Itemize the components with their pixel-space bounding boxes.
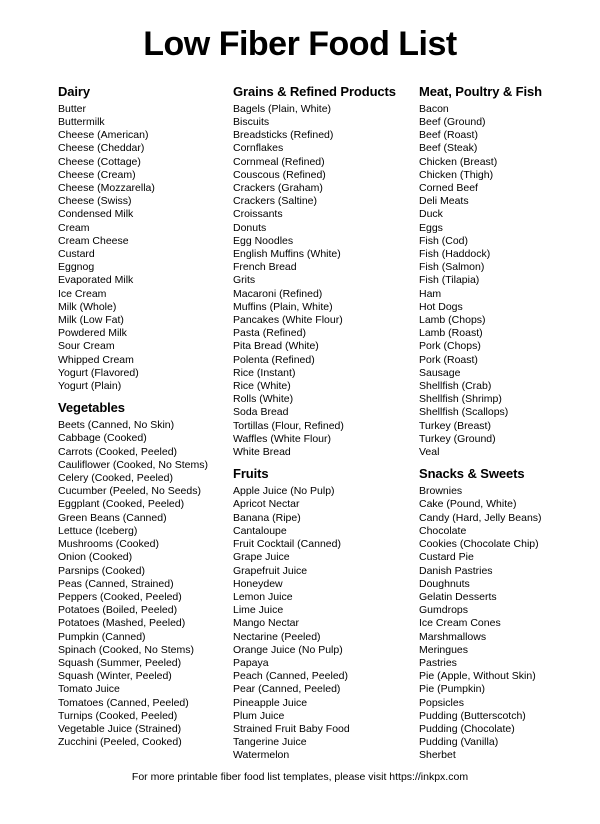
food-item: Crackers (Graham) xyxy=(233,182,323,195)
food-item: Veal xyxy=(419,446,440,459)
page-title: Low Fiber Food List xyxy=(143,25,457,63)
food-item: Croissants xyxy=(233,208,283,221)
food-item: Pudding (Vanilla) xyxy=(419,736,499,749)
food-item: Powdered Milk xyxy=(58,327,127,340)
food-item: Shellfish (Crab) xyxy=(419,380,492,393)
food-item: Eggs xyxy=(419,221,443,234)
food-item: Squash (Winter, Peeled) xyxy=(58,670,172,683)
food-item: Cabbage (Cooked) xyxy=(58,432,147,445)
food-item: Ice Cream xyxy=(58,287,107,300)
food-item: Pineapple Juice xyxy=(233,696,308,709)
food-item: Cheese (Cottage) xyxy=(58,155,141,168)
food-item: Pork (Roast) xyxy=(419,353,478,366)
food-item: Chicken (Thigh) xyxy=(419,168,494,181)
food-item: Apple Juice (No Pulp) xyxy=(233,485,335,498)
food-item: Fruit Cocktail (Canned) xyxy=(233,538,341,551)
food-item: Pita Bread (White) xyxy=(233,340,319,353)
food-list xyxy=(233,103,419,459)
food-item: Strained Fruit Baby Food xyxy=(233,722,350,735)
food-item: White Bread xyxy=(233,446,291,459)
column-2 xyxy=(233,83,419,763)
food-item: Hot Dogs xyxy=(419,300,463,313)
food-item: Honeydew xyxy=(233,577,283,590)
food-item: Peach (Canned, Peeled) xyxy=(233,670,348,683)
food-list xyxy=(233,485,419,762)
food-item: Marshmallows xyxy=(419,630,487,643)
food-item: Waffles (White Flour) xyxy=(233,432,332,445)
food-item: Parsnips (Cooked) xyxy=(58,564,145,577)
food-item: Candy (Hard, Jelly Beans) xyxy=(419,511,542,524)
food-item: Lamb (Roast) xyxy=(419,327,483,340)
section-grains-refined-products xyxy=(233,83,419,459)
food-item: Evaporated Milk xyxy=(58,274,134,287)
food-item: Shellfish (Scallops) xyxy=(419,406,509,419)
food-item: Bacon xyxy=(419,102,449,115)
food-item: Beets (Canned, No Skin) xyxy=(58,419,175,432)
food-item: Chocolate xyxy=(419,524,467,537)
food-item: Pudding (Butterscotch) xyxy=(419,709,526,722)
food-list xyxy=(58,419,233,749)
food-item: Sour Cream xyxy=(58,340,115,353)
food-item: Pork (Chops) xyxy=(419,340,481,353)
food-item: Fish (Cod) xyxy=(419,234,469,247)
food-item: Cucumber (Peeled, No Seeds) xyxy=(58,485,201,498)
food-item: Potatoes (Mashed, Peeled) xyxy=(58,617,186,630)
food-item: Chicken (Breast) xyxy=(419,155,498,168)
food-item: Milk (Low Fat) xyxy=(58,314,124,327)
section-heading: Dairy xyxy=(58,83,91,99)
section-vegetables xyxy=(58,399,233,749)
food-item: Cheese (Cheddar) xyxy=(58,142,145,155)
food-item: Fish (Salmon) xyxy=(419,261,485,274)
food-item: Lemon Juice xyxy=(233,590,293,603)
food-item: Carrots (Cooked, Peeled) xyxy=(58,445,178,458)
food-item: Watermelon xyxy=(233,749,290,762)
food-item: Cookies (Chocolate Chip) xyxy=(419,538,539,551)
food-item: Pumpkin (Canned) xyxy=(58,630,146,643)
food-item: Mango Nectar xyxy=(233,617,299,630)
food-item: Lamb (Chops) xyxy=(419,314,486,327)
food-item: Muffins (Plain, White) xyxy=(233,300,333,313)
food-item: Beef (Ground) xyxy=(419,116,486,128)
food-item: Doughnuts xyxy=(419,577,470,590)
food-item: Biscuits xyxy=(233,116,270,128)
food-item: Grapefruit Juice xyxy=(233,564,308,577)
food-item: Popsicles xyxy=(419,696,464,709)
food-item: Sausage xyxy=(419,366,461,379)
food-item: Cornmeal (Refined) xyxy=(233,155,325,168)
food-item: Pie (Pumpkin) xyxy=(419,683,485,696)
food-item: Yogurt (Flavored) xyxy=(58,366,139,379)
food-item: Breadsticks (Refined) xyxy=(233,129,334,142)
food-item: Celery (Cooked, Peeled) xyxy=(58,472,173,485)
food-list xyxy=(58,103,233,393)
food-item: Gumdrops xyxy=(419,604,469,617)
food-item: Rice (Instant) xyxy=(233,366,296,379)
food-item: Tomato Juice xyxy=(58,683,120,696)
food-item: Pie (Apple, Without Skin) xyxy=(419,670,536,683)
food-item: Couscous (Refined) xyxy=(233,168,326,181)
food-item: Tortillas (Flour, Refined) xyxy=(233,419,344,432)
food-item: Pancakes (White Flour) xyxy=(233,314,343,327)
food-item: Cheese (Swiss) xyxy=(58,195,132,208)
food-item: Sherbet xyxy=(419,749,456,762)
section-heading: Fruits xyxy=(233,466,269,482)
food-item: Deli Meats xyxy=(419,195,469,208)
food-item: Beef (Steak) xyxy=(419,142,478,155)
food-item: English Muffins (White) xyxy=(233,248,341,261)
food-item: Turkey (Breast) xyxy=(419,419,491,432)
food-item: Onion (Cooked) xyxy=(58,551,133,564)
food-item: Cheese (Mozzarella) xyxy=(58,182,155,195)
food-item: Meringues xyxy=(419,643,469,656)
food-item: Peas (Canned, Strained) xyxy=(58,577,174,590)
food-item: Pudding (Chocolate) xyxy=(419,722,515,735)
food-item: Shellfish (Shrimp) xyxy=(419,393,502,406)
food-item: Egg Noodles xyxy=(233,234,294,247)
document-page xyxy=(0,24,600,824)
food-item: Danish Pastries xyxy=(419,564,493,577)
food-item: Buttermilk xyxy=(58,116,105,128)
food-item: Green Beans (Canned) xyxy=(58,511,167,524)
section-heading: Vegetables xyxy=(58,400,125,416)
food-item: Plum Juice xyxy=(233,709,285,722)
food-item: Gelatin Desserts xyxy=(419,590,497,603)
food-item: Cream Cheese xyxy=(58,234,129,247)
food-item: Apricot Nectar xyxy=(233,498,300,511)
footer-note: For more printable fiber food list templates, please visit https://inkpx.com xyxy=(131,770,469,783)
food-item: Eggnog xyxy=(58,261,95,274)
food-item: Custard Pie xyxy=(419,551,474,564)
food-list xyxy=(419,103,600,459)
food-item: Cauliflower (Cooked, No Stems) xyxy=(58,458,208,471)
food-item: Yogurt (Plain) xyxy=(58,380,122,393)
food-item: Crackers (Saltine) xyxy=(233,195,318,208)
food-item: Cream xyxy=(58,221,90,234)
section-fruits xyxy=(233,465,419,762)
food-item: Banana (Ripe) xyxy=(233,511,301,524)
food-item: Spinach (Cooked, No Stems) xyxy=(58,643,194,656)
food-item: Polenta (Refined) xyxy=(233,353,315,366)
food-item: Ice Cream Cones xyxy=(419,617,501,630)
food-item: Lime Juice xyxy=(233,604,284,617)
food-item: Custard xyxy=(58,248,95,261)
food-item: Tangerine Juice xyxy=(233,736,307,749)
food-item: Milk (Whole) xyxy=(58,300,117,313)
food-item: Fish (Haddock) xyxy=(419,248,491,261)
food-item: Condensed Milk xyxy=(58,208,134,221)
food-item: Lettuce (Iceberg) xyxy=(58,524,138,537)
food-item: Turnips (Cooked, Peeled) xyxy=(58,709,178,722)
section-dairy xyxy=(58,83,233,393)
food-item: Ham xyxy=(419,287,442,300)
food-item: Nectarine (Peeled) xyxy=(233,630,321,643)
food-item: Cheese (American) xyxy=(58,129,149,142)
food-item: Macaroni (Refined) xyxy=(233,287,323,300)
food-item: Eggplant (Cooked, Peeled) xyxy=(58,498,185,511)
section-snacks-sweets xyxy=(419,465,600,762)
section-heading: Meat, Poultry & Fish xyxy=(419,83,542,99)
food-item: Tomatoes (Canned, Peeled) xyxy=(58,696,189,709)
food-item: Rice (White) xyxy=(233,380,291,393)
food-item: Peppers (Cooked, Peeled) xyxy=(58,590,182,603)
food-item: Pasta (Refined) xyxy=(233,327,306,340)
food-item: Donuts xyxy=(233,221,267,234)
food-item: Cantaloupe xyxy=(233,524,287,537)
food-item: Butter xyxy=(58,102,87,115)
food-item: Vegetable Juice (Strained) xyxy=(58,722,182,735)
food-item: Whipped Cream xyxy=(58,353,134,366)
food-item: Zucchini (Peeled, Cooked) xyxy=(58,736,182,749)
food-item: Turkey (Ground) xyxy=(419,432,496,445)
food-columns xyxy=(58,83,600,763)
food-item: French Bread xyxy=(233,261,297,274)
food-item: Cheese (Cream) xyxy=(58,168,136,181)
food-item: Potatoes (Boiled, Peeled) xyxy=(58,604,178,617)
food-item: Brownies xyxy=(419,485,463,498)
food-item: Orange Juice (No Pulp) xyxy=(233,643,343,656)
food-item: Pear (Canned, Peeled) xyxy=(233,683,341,696)
food-item: Mushrooms (Cooked) xyxy=(58,538,159,551)
food-item: Cake (Pound, White) xyxy=(419,498,517,511)
food-item: Beef (Roast) xyxy=(419,129,478,142)
food-item: Rolls (White) xyxy=(233,393,294,406)
food-item: Duck xyxy=(419,208,443,221)
section-heading: Snacks & Sweets xyxy=(419,466,525,482)
food-item: Pastries xyxy=(419,656,457,669)
food-item: Fish (Tilapia) xyxy=(419,274,480,287)
food-list xyxy=(419,485,600,762)
food-item: Squash (Summer, Peeled) xyxy=(58,656,182,669)
food-item: Papaya xyxy=(233,656,269,669)
food-item: Cornflakes xyxy=(233,142,284,155)
food-item: Grits xyxy=(233,274,256,287)
column-3 xyxy=(419,83,600,763)
column-1 xyxy=(58,83,233,763)
section-heading: Grains & Refined Products xyxy=(233,83,396,99)
section-meat-poultry-fish xyxy=(419,83,600,459)
food-item: Bagels (Plain, White) xyxy=(233,102,332,115)
food-item: Corned Beef xyxy=(419,182,478,195)
food-item: Soda Bread xyxy=(233,406,289,419)
food-item: Grape Juice xyxy=(233,551,290,564)
